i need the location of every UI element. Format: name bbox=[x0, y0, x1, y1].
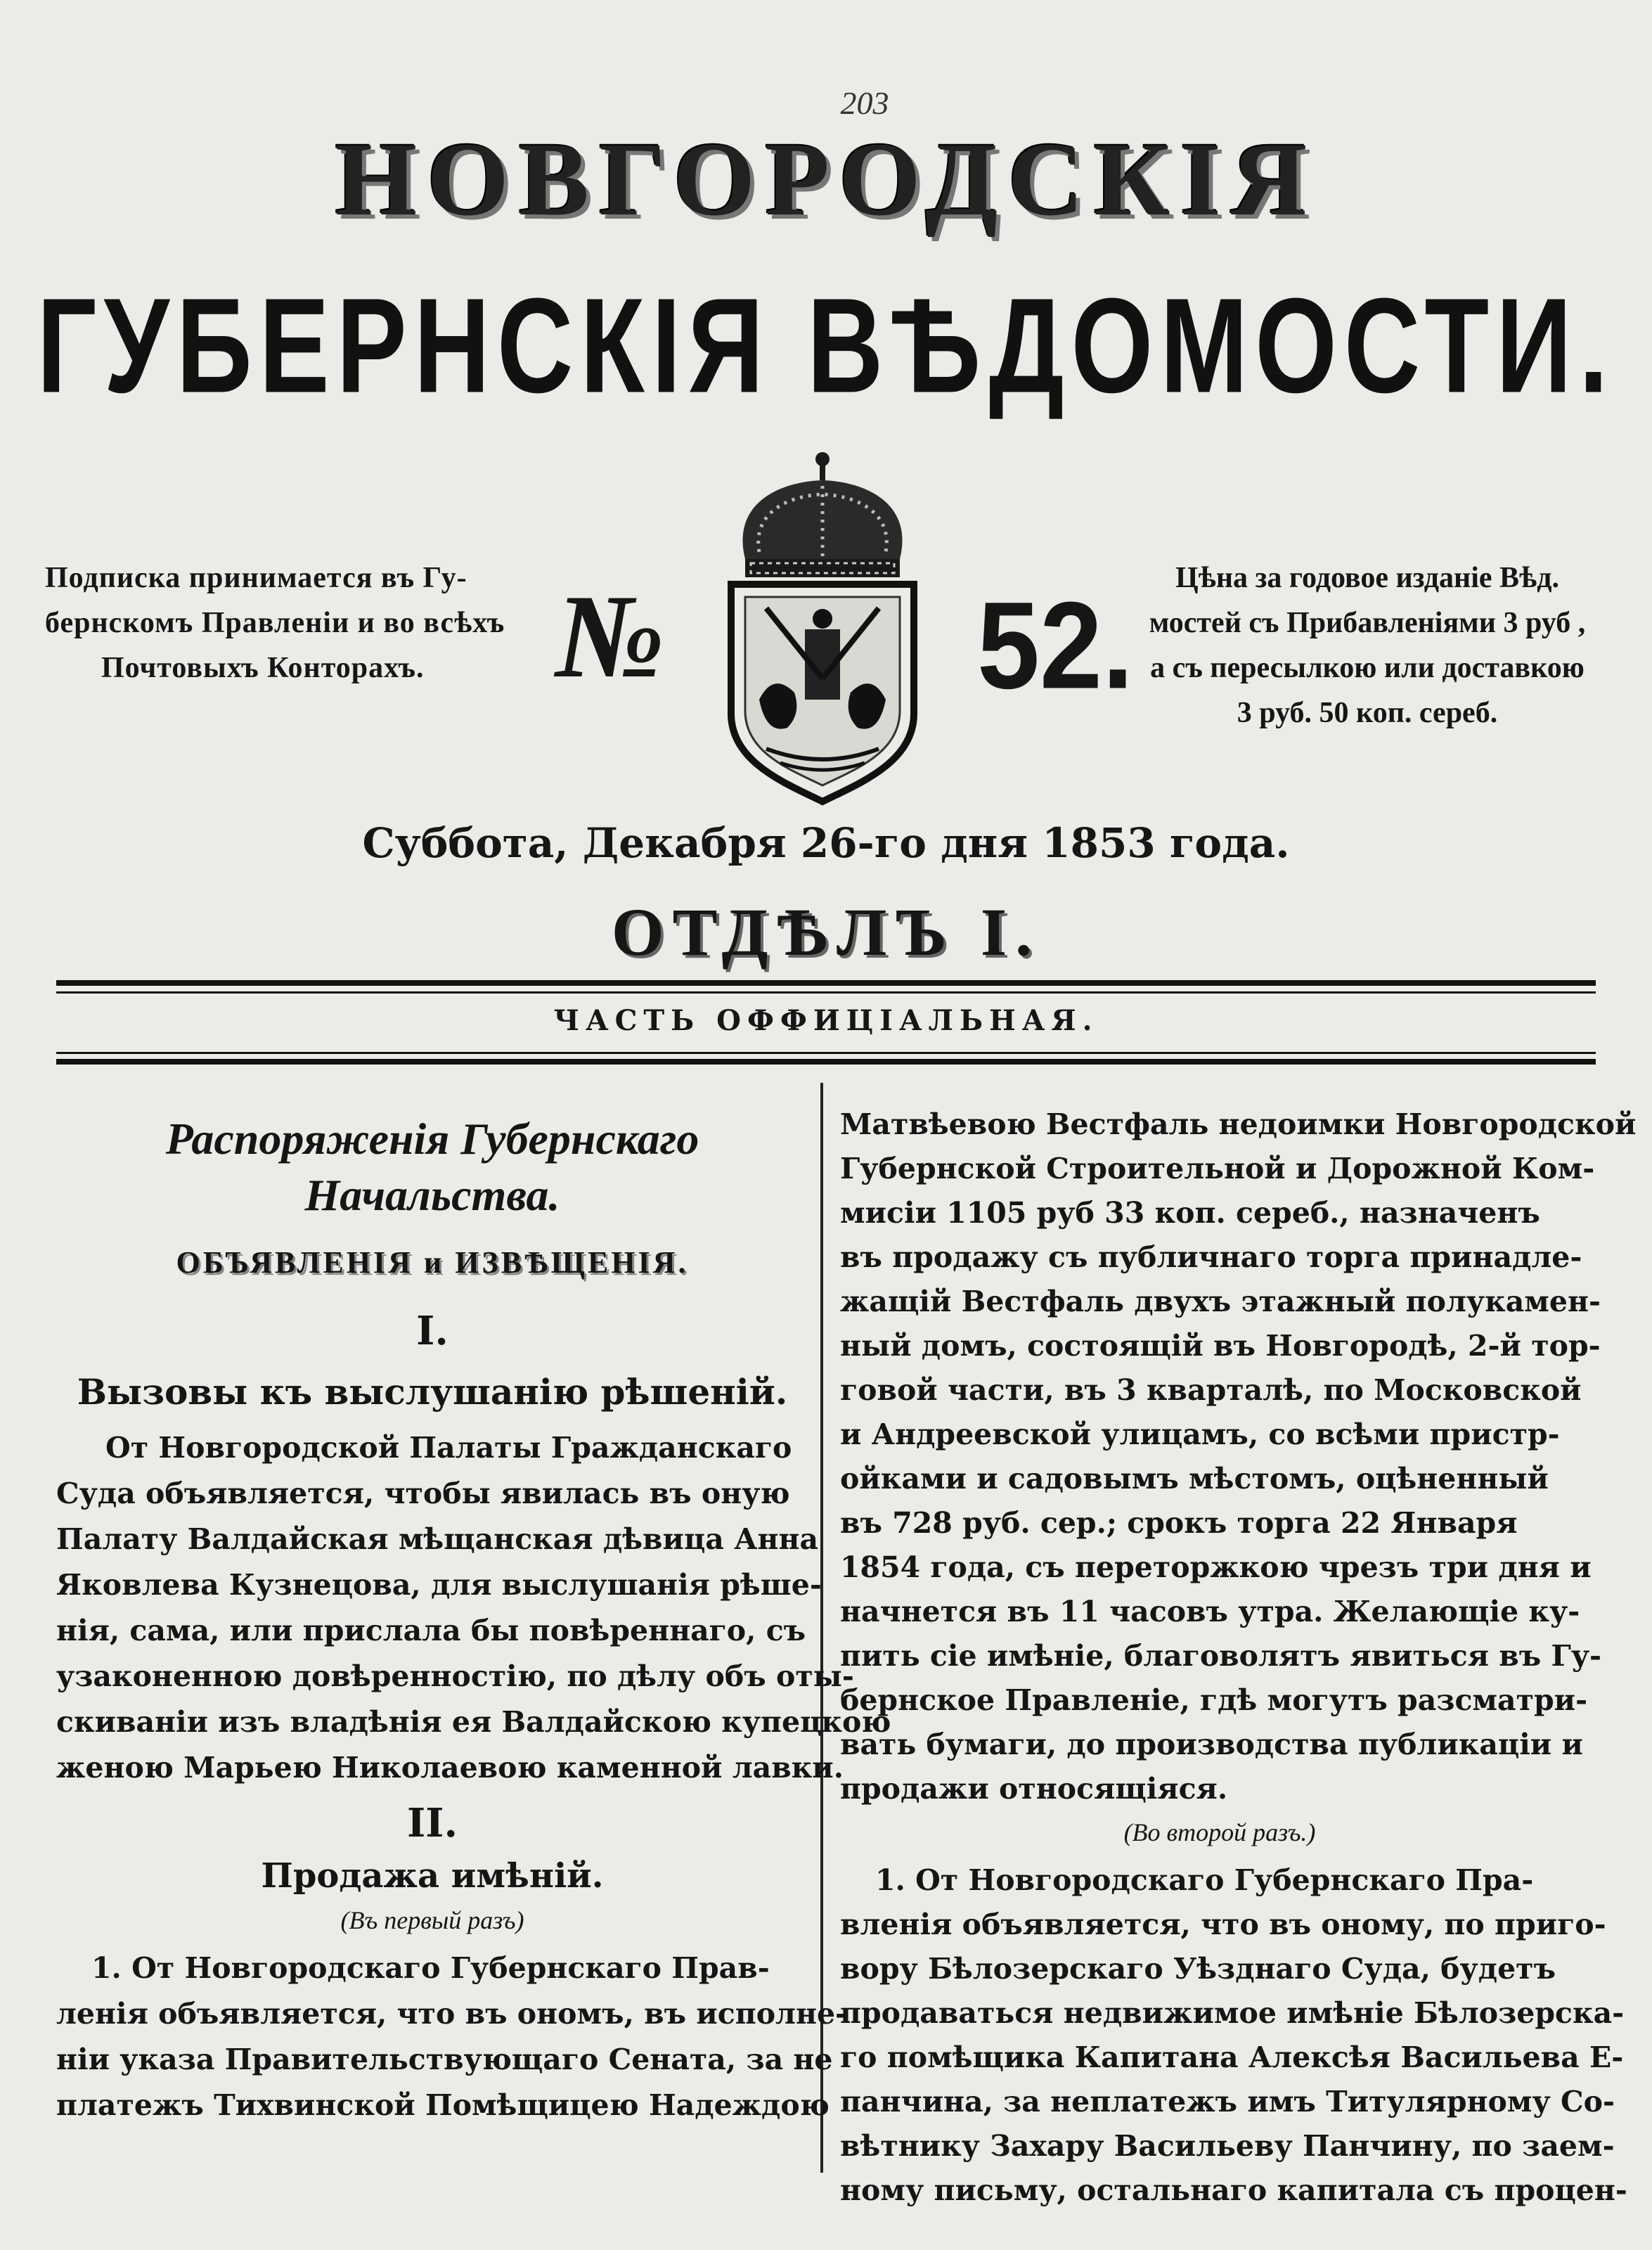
text-line: От Новгородской Палаты Гражданскаго bbox=[105, 1431, 792, 1465]
text-line: въ 728 руб. сер.; срокъ торга 22 Января bbox=[840, 1506, 1518, 1540]
price-line: мостей съ Прибавленіями 3 руб , bbox=[1149, 607, 1586, 639]
text-line: нія, сама, или прислала бы повѣреннаго, съ bbox=[56, 1614, 806, 1647]
subscription-line: бернскомъ Правленіи и во всѣхъ bbox=[45, 607, 505, 639]
publication-note: (Во второй разъ.) bbox=[1123, 1818, 1316, 1846]
text-line: женою Марьею Николаевою каменной лавки. bbox=[56, 1751, 844, 1785]
divider-rule bbox=[56, 980, 1596, 986]
imperial-crown-icon bbox=[743, 452, 903, 577]
text-line: ніи указа Правительствующаго Сената, за не bbox=[56, 2043, 833, 2076]
text-line: ный домъ, состоящій въ Новгородѣ, 2-й тор- bbox=[840, 1329, 1601, 1363]
heading-notices: ОБЪЯВЛЕНІЯ и ИЗВѢЩЕНІЯ. bbox=[176, 1245, 689, 1280]
price-line: 3 руб. 50 коп. сереб. bbox=[1237, 697, 1498, 729]
text-line: ленія объявляется, что въ ономъ, въ исполне- bbox=[56, 1997, 848, 2031]
divider-rule bbox=[56, 991, 1596, 994]
text-line: ному письму, остальнаго капитала съ процен- bbox=[840, 2173, 1627, 2207]
archive-page-number: 203 bbox=[840, 85, 889, 121]
text-line: мисіи 1105 руб 33 коп. сереб., назначенъ bbox=[840, 1196, 1540, 1230]
price-info bbox=[1128, 555, 1606, 735]
text-line: панчина, за неплатежъ имъ Титулярному Со- bbox=[840, 2085, 1615, 2119]
roman-numeral-1: I. bbox=[416, 1308, 449, 1354]
heading-orders bbox=[56, 1111, 808, 1223]
subscription-line: Почтовыхъ Конторахъ. bbox=[101, 652, 425, 684]
masthead-title-line1: НОВГОРОДСКІЯ bbox=[335, 121, 1317, 238]
text-line: узаконенною довѣренностію, по дѣлу объ оты- bbox=[56, 1659, 854, 1693]
heading-calls: Вызовы къ выслушанію рѣшеній. bbox=[77, 1371, 788, 1413]
text-line: бернское Правленіе, гдѣ могутъ разсматри- bbox=[840, 1683, 1588, 1717]
text-line: въ продажу съ публичнаго торга принадле- bbox=[840, 1240, 1582, 1274]
subscription-line: Подписка принимается въ Гу- bbox=[45, 562, 467, 594]
issue-number: 52. bbox=[977, 576, 1134, 714]
text-line: вленія объявляется, что въ оному, по приго- bbox=[840, 1908, 1606, 1941]
heading-sale: Продажа имѣній. bbox=[261, 1856, 604, 1896]
text-line: Яковлева Кузнецова, для выслушанія рѣше- bbox=[56, 1568, 822, 1602]
shield-icon bbox=[731, 584, 914, 802]
heading-orders-line: Распоряженія Губернскаго bbox=[165, 1114, 699, 1164]
subscription-info bbox=[45, 555, 551, 690]
part-title: ЧАСТЬ ОФФИЦІАЛЬНАЯ. bbox=[553, 1004, 1099, 1037]
text-line: жащій Вестфаль двухъ этажный полукамен- bbox=[840, 1285, 1601, 1318]
issue-date: Суббота, Декабря 26-го дня 1853 года. bbox=[362, 819, 1290, 867]
text-line: вѣтнику Захару Васильеву Панчину, по заем- bbox=[840, 2129, 1615, 2163]
text-line: платежъ Тихвинской Помѣщицею Надеждою bbox=[56, 2088, 830, 2122]
publication-note: (Въ первый разъ) bbox=[340, 1906, 524, 1934]
roman-numeral-2: II. bbox=[407, 1800, 458, 1846]
text-line: скиваніи изъ владѣнія ея Валдайскою купецкою bbox=[56, 1705, 891, 1739]
text-line: ойками и садовымъ мѣстомъ, оцѣненный bbox=[840, 1462, 1549, 1496]
text-line: продаваться недвижимое имѣніе Бѣлозерска- bbox=[840, 1996, 1625, 2030]
masthead-title-line2: ГУБЕРНСКІЯ ВѢДОМОСТИ. bbox=[37, 269, 1615, 421]
text-line: и Андреевской улицамъ, со всѣми пристр- bbox=[840, 1418, 1560, 1451]
text-line: Суда объявляется, чтобы явилась въ оную bbox=[56, 1477, 790, 1510]
divider-rule bbox=[56, 1059, 1596, 1065]
left-column bbox=[56, 1097, 891, 2236]
divider-rule bbox=[56, 1052, 1596, 1054]
text-line: Матвѣевою Вестфаль недоимки Новгородской bbox=[840, 1107, 1637, 1141]
text-line: начнется въ 11 часовъ утра. Желающіе ку- bbox=[840, 1595, 1580, 1628]
text-line: пить сіе имѣніе, благоволятъ явиться въ Гу- bbox=[840, 1639, 1602, 1673]
text-line: Палату Валдайская мѣщанская дѣвица Анна bbox=[56, 1522, 819, 1556]
text-line: Губернской Строительной и Дорожной Ком- bbox=[840, 1152, 1595, 1185]
text-line: вать бумаги, до производства публикаціи и bbox=[840, 1728, 1583, 1761]
text-line: говой части, въ 3 кварталѣ, по Московской bbox=[840, 1373, 1582, 1407]
issue-number-sign: № bbox=[555, 570, 665, 702]
text-line: продажи относящіяся. bbox=[840, 1772, 1228, 1806]
price-line: Цѣна за годовое изданіе Вѣд. bbox=[1175, 562, 1560, 594]
heading-orders-line: Начальства. bbox=[304, 1170, 560, 1220]
coat-of-arms-icon bbox=[717, 446, 928, 812]
section-title: ОТДѢЛЪ I. bbox=[611, 894, 1041, 970]
text-line: го помѣщика Капитана Алексѣя Васильева Е- bbox=[840, 2040, 1624, 2074]
price-line: а съ пересылкою или доставкою bbox=[1150, 652, 1585, 684]
text-line: 1854 года, съ переторжкою чрезъ три дня и bbox=[840, 1550, 1592, 1584]
text-line: вору Бѣлозерскаго Уѣзднаго Суда, будетъ bbox=[840, 1952, 1556, 1986]
right-column bbox=[840, 1097, 1637, 2236]
text-line: 1. От Новгородскаго Губернскаго Пра- bbox=[875, 1863, 1534, 1897]
text-line: 1. От Новгородскаго Губернскаго Прав- bbox=[91, 1951, 770, 1985]
